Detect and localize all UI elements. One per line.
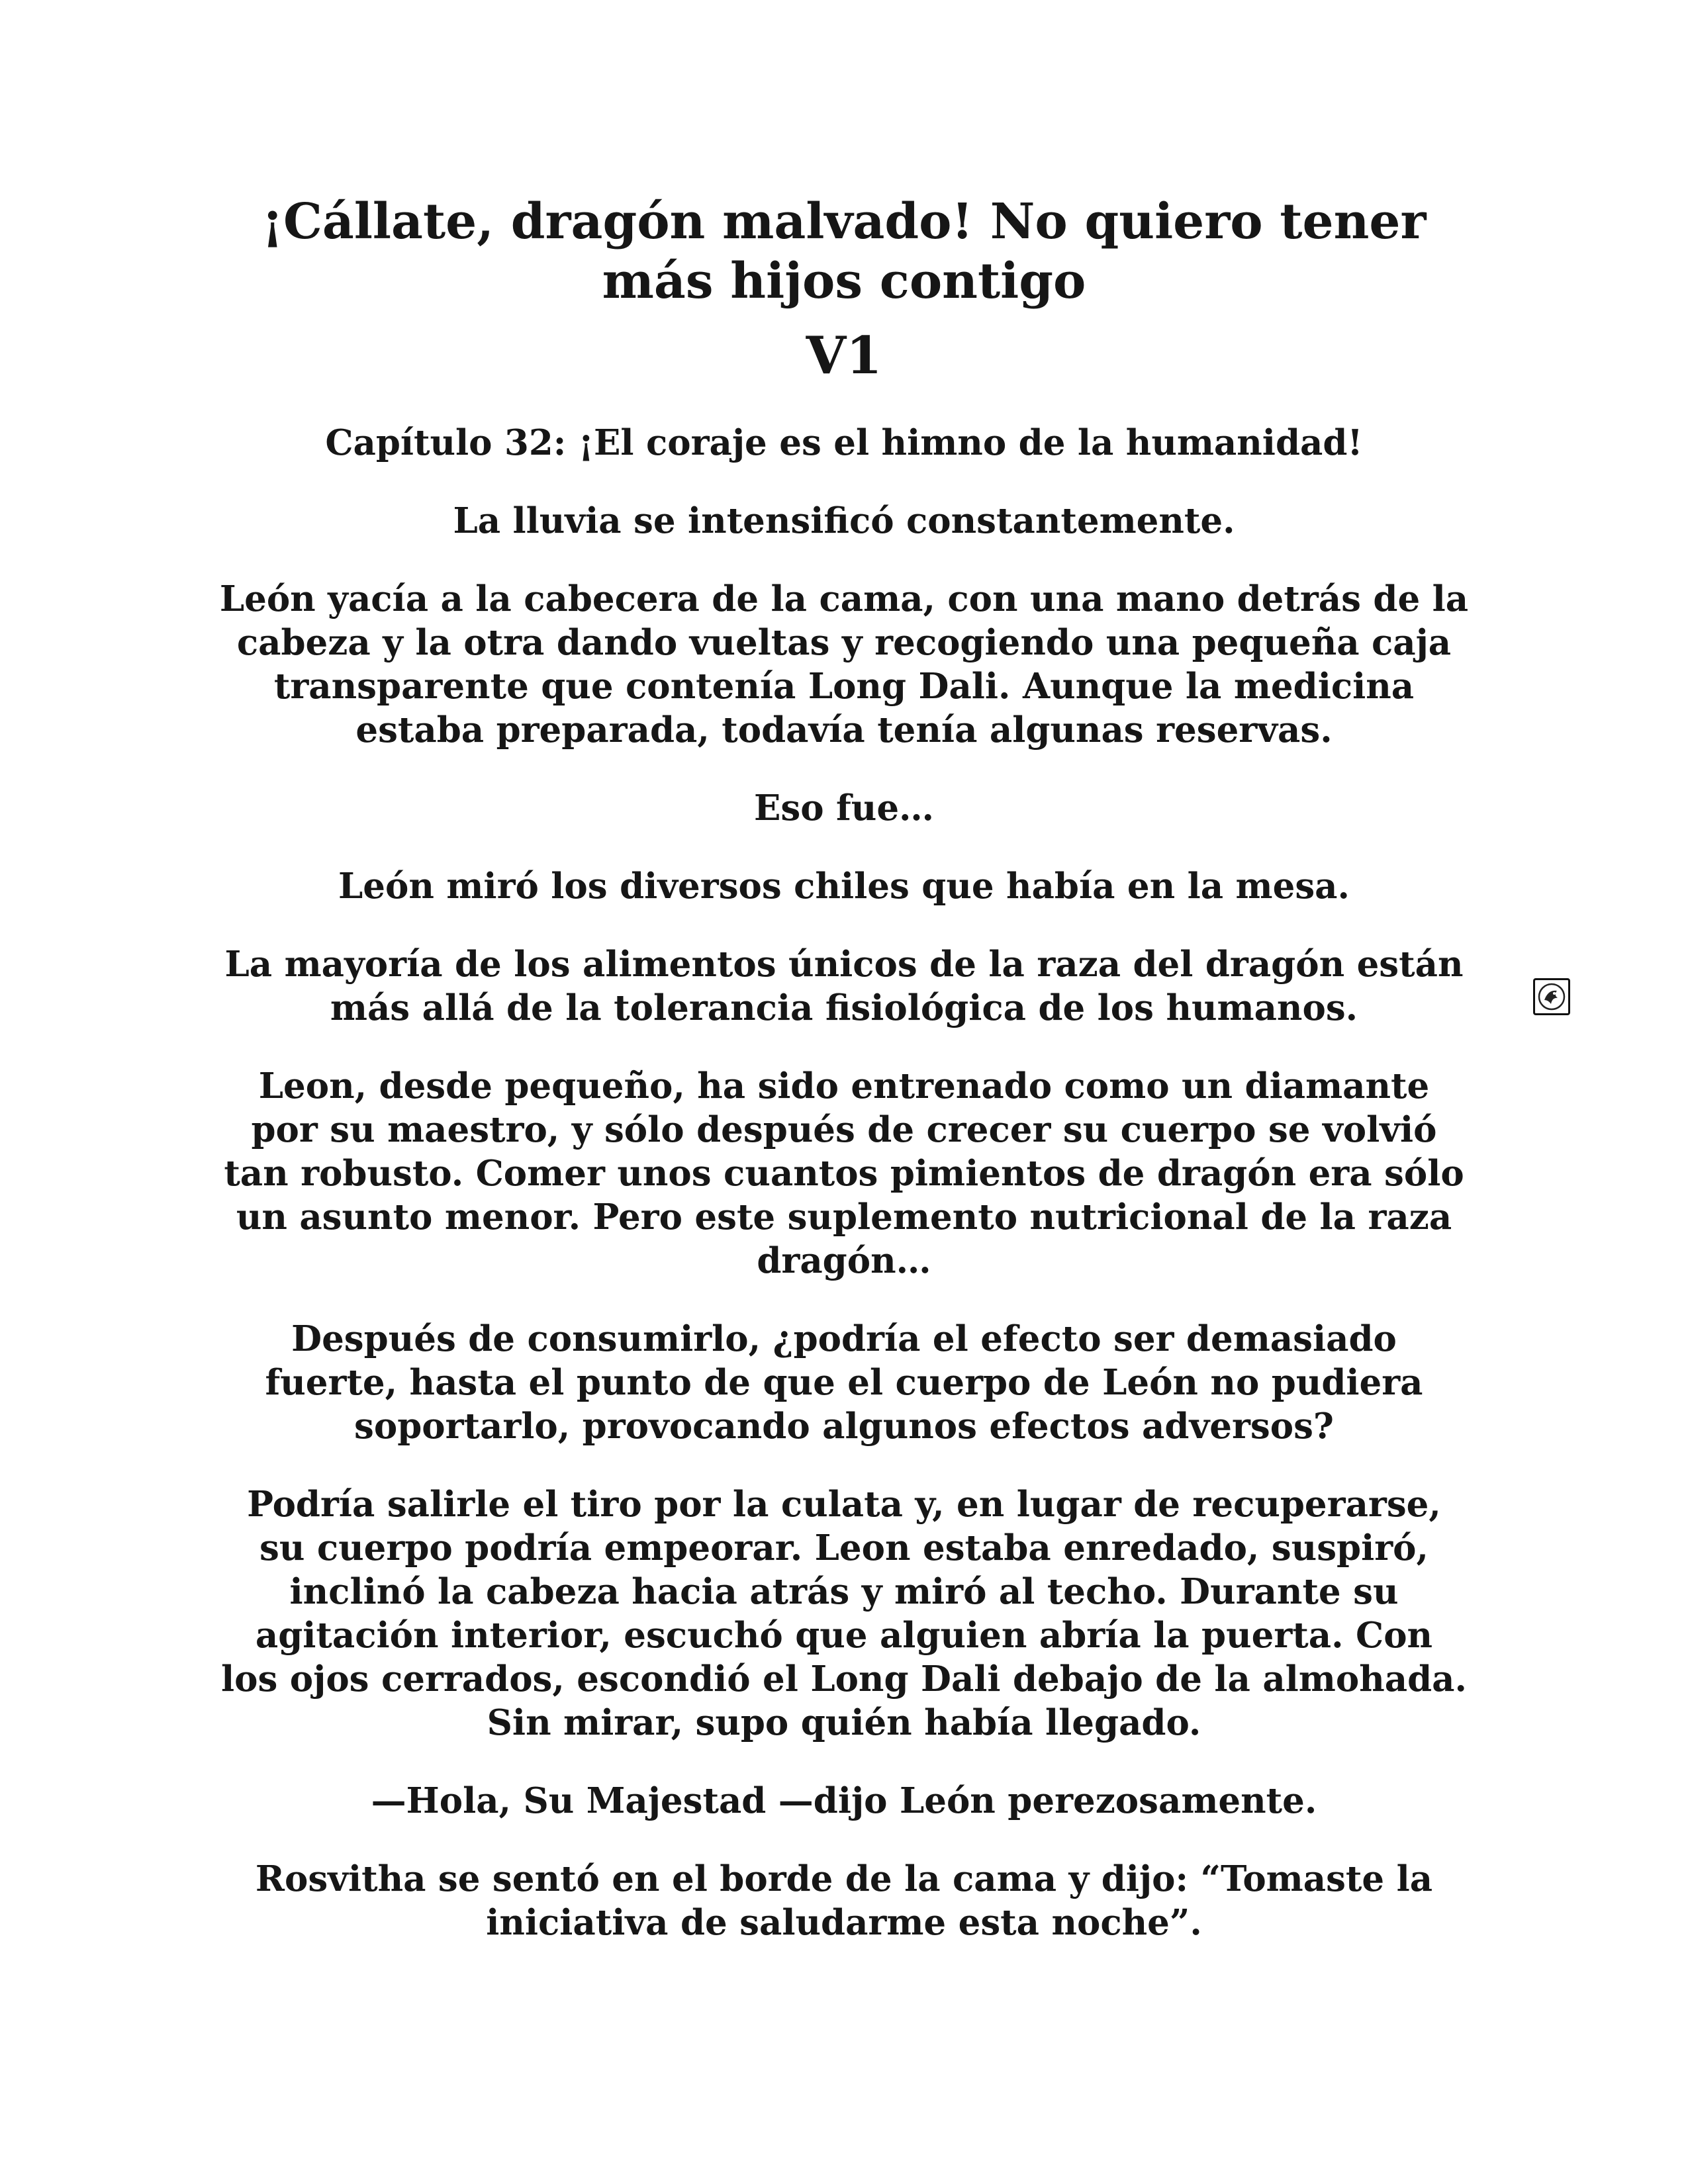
body-text [218, 499, 1470, 1944]
paragraph-line: —Hola, Su Majestad —dijo León perezosamente. [371, 1780, 1317, 1821]
paragraph-line: su cuerpo podría empeorar. Leon estaba enredado, suspiró, [259, 1527, 1429, 1569]
paragraph [218, 1064, 1470, 1283]
paragraph-line: iniciativa de saludarme esta noche”. [486, 1902, 1202, 1943]
volume-label: V1 [806, 326, 882, 386]
paragraph [218, 499, 1470, 543]
document-page [218, 192, 1470, 1944]
title-line: más hijos contigo [602, 253, 1086, 310]
paragraph-line: los ojos cerrados, escondió el Long Dali debajo de la almohada. [221, 1659, 1467, 1700]
paragraph [218, 1317, 1470, 1448]
paragraph-line: transparente que contenía Long Dali. Aunque la medicina [273, 666, 1415, 707]
paragraph [218, 577, 1470, 752]
paragraph-line: fuerte, hasta el punto de que el cuerpo de León no pudiera [265, 1362, 1423, 1403]
paragraph [218, 1779, 1470, 1823]
paragraph-line: La lluvia se intensificó constantemente. [453, 500, 1235, 541]
paragraph-line: Después de consumirlo, ¿podría el efecto ser demasiado [291, 1318, 1397, 1359]
paragraph-line: Rosvitha se sentó en el borde de la cama y dijo: “Tomaste la [255, 1858, 1433, 1899]
dragon-emblem-icon [1533, 978, 1570, 1015]
paragraph-line: cabeza y la otra dando vueltas y recogiendo una pequeña caja [236, 622, 1452, 663]
paragraph [218, 942, 1470, 1030]
paragraph-line: dragón… [757, 1240, 931, 1281]
paragraph [218, 1482, 1470, 1745]
paragraph-line: más allá de la tolerancia fisiológica de los humanos. [330, 987, 1358, 1028]
paragraph-line: un asunto menor. Pero este suplemento nutricional de la raza [236, 1197, 1452, 1238]
title-line: ¡Cállate, dragón malvado! No quiero tener [261, 193, 1427, 250]
paragraph-line: tan robusto. Comer unos cuantos pimientos de dragón era sólo [224, 1153, 1464, 1194]
paragraph-line: Eso fue… [753, 788, 935, 829]
paragraph-line: estaba preparada, todavía tenía algunas reservas. [355, 709, 1333, 751]
book-title [218, 192, 1470, 311]
paragraph-line: La mayoría de los alimentos únicos de la raza del dragón están [224, 944, 1464, 985]
paragraph-line: inclinó la cabeza hacia atrás y miró al techo. Durante su [289, 1571, 1399, 1612]
paragraph-line: Sin mirar, supo quién había llegado. [487, 1702, 1201, 1743]
paragraph-line: Leon, desde pequeño, ha sido entrenado como un diamante [258, 1066, 1430, 1107]
paragraph-line: soportarlo, provocando algunos efectos adversos? [354, 1406, 1334, 1447]
chapter-heading: Capítulo 32: ¡El coraje es el himno de la humanidad! [325, 422, 1363, 463]
paragraph-line: León yacía a la cabecera de la cama, con una mano detrás de la [219, 578, 1469, 619]
paragraph [218, 864, 1470, 908]
paragraph-line: León miró los diversos chiles que había en la mesa. [338, 866, 1350, 907]
paragraph [218, 786, 1470, 830]
paragraph [218, 1857, 1470, 1944]
paragraph-line: agitación interior, escuchó que alguien abría la puerta. Con [255, 1615, 1433, 1656]
paragraph-line: por su maestro, y sólo después de crecer su cuerpo se volvió [251, 1109, 1437, 1150]
paragraph-line: Podría salirle el tiro por la culata y, en lugar de recuperarse, [247, 1484, 1441, 1525]
